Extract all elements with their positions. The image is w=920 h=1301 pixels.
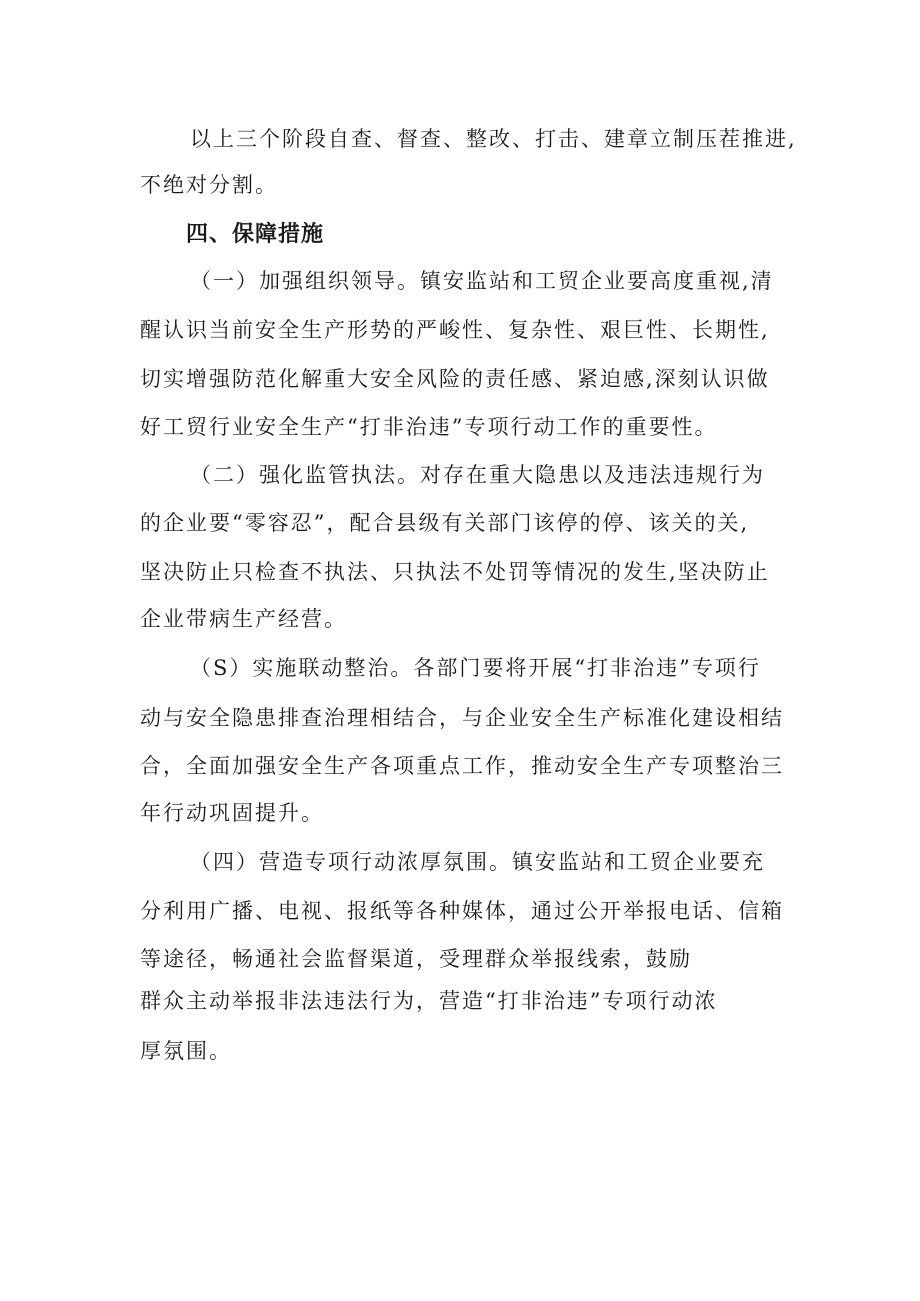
section-heading: 四、保障措施: [186, 222, 325, 247]
para-4-line-3: 等途径，畅通社会监督渠道，受理群众举报线索，鼓励: [140, 947, 692, 971]
para-1-line-2: 醒认识当前安全生产形势的严峻性、复杂性、艰巨性、长期性,: [140, 318, 770, 342]
para-2-line-1: （二）强化监管执法。对存在重大隐患以及违法违规行为: [190, 463, 765, 487]
para-3-line-4: 年行动巩固提升。: [140, 801, 324, 825]
para-1-line-4: 好工贸行业安全生产“打非治违”专项行动工作的重要性。: [140, 415, 718, 439]
para-1-line-1: （一）加强组织领导。镇安监站和工贸企业要高度重视,清: [190, 269, 774, 293]
para-3-line-2: 动与安全隐患排查治理相结合，与企业安全生产标准化建设相结: [140, 706, 784, 730]
intro-line-2: 不绝对分割。: [140, 173, 278, 197]
para-2-line-3: 坚决防止只检查不执法、只执法不处罚等情况的发生,坚决防止: [140, 560, 770, 584]
para-1-line-3: 切实增强防范化解重大安全风险的责任感、紧迫感,深刻认识做: [140, 367, 770, 391]
para-3-line-1: （S）实施联动整治。各部门要将开展“打非治违”专项行: [190, 656, 761, 680]
para-4-line-5: 厚氛围。: [140, 1039, 232, 1063]
para-4-line-1: （四）营造专项行动浓厚氛围。镇安监站和工贸企业要充: [190, 850, 765, 874]
para-3-line-3: 合，全面加强安全生产各项重点工作，推动安全生产专项整治三: [140, 754, 784, 778]
para-4-line-2: 分利用广播、电视、报纸等各种媒体，通过公开举报电话、信箱: [140, 899, 784, 923]
intro-line-1: 以上三个阶段自查、督查、整改、打击、建章立制压茬推进,: [190, 127, 797, 151]
para-2-line-2: 的企业要“零容忍”，配合县级有关部门该停的停、该关的关,: [140, 511, 750, 535]
para-4-line-4: 群众主动举报非法违法行为，营造“打非治违”专项行动浓: [140, 989, 718, 1013]
para-2-line-4: 企业带病生产经营。: [140, 607, 347, 631]
